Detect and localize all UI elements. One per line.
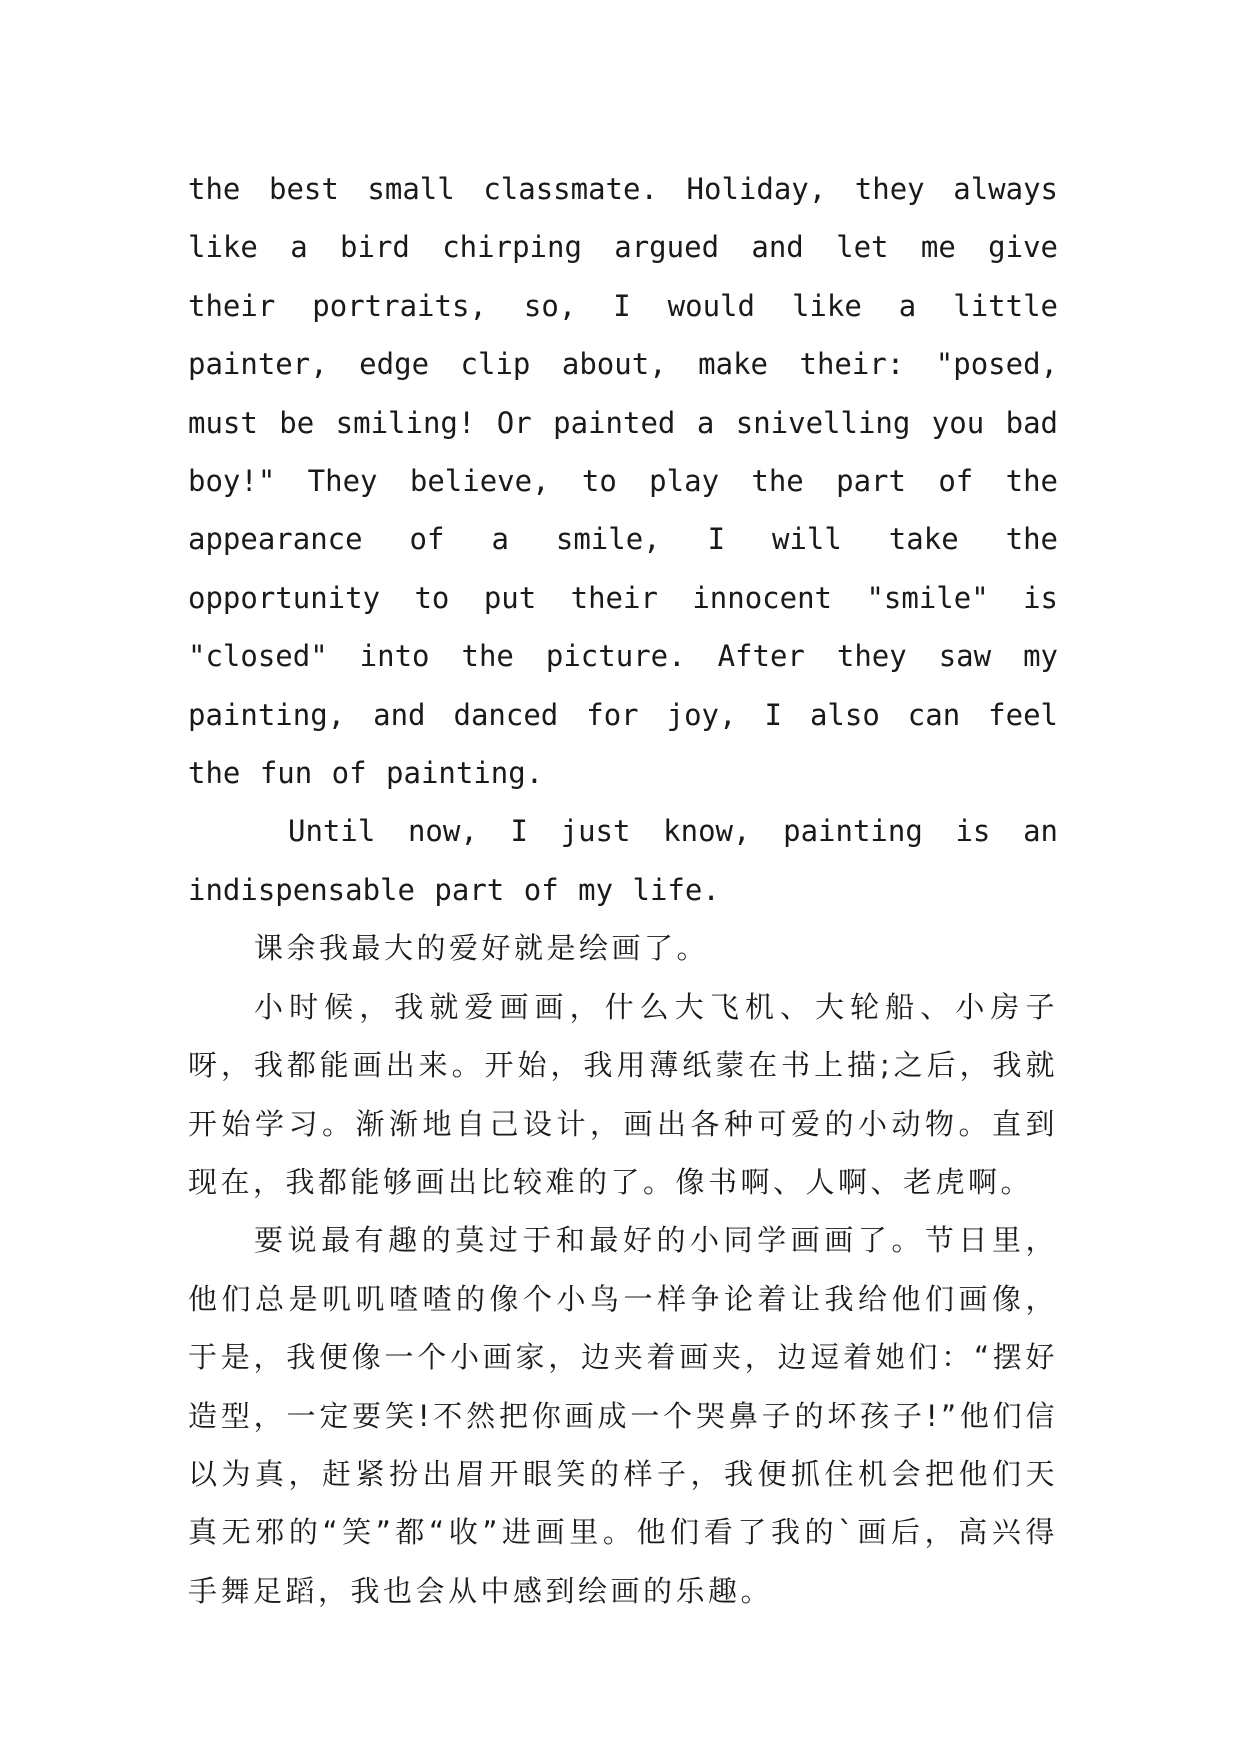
- paragraph-en-1: the best small classmate. Holiday, they always like a bird chirping argued and let me give their portraits, so, I would like a little painter, edge clip about, make their: "posed, must be smiling! Or painted a snivelling you bad boy!" They believe, to play the part of the appearance of a smile, I will take the opportunity to put their innocent "smile" is "closed" into the picture. After they saw my painting, and danced for joy, I also can feel the fun of painting.: [188, 172, 1058, 791]
- document-body: [188, 160, 1058, 1620]
- paragraph-zh-1: 课余我最大的爱好就是绘画了。: [254, 931, 710, 966]
- paragraph-en-2: Until now, I just know, painting is an indispensable part of my life.: [188, 814, 1058, 907]
- paragraph-zh-3: 要说最有趣的莫过于和最好的小同学画画了。节日里，他们总是叽叽喳喳的像个小鸟一样争论着让我给他们画像，于是，我便像一个小画家，边夹着画夹，边逗着她们：“摆好造型，一定要笑!不然把你画成一个哭鼻子的坏孩子!”他们信以为真，赶紧扮出眉开眼笑的样子，我便抓住机会把他们天真无邪的“笑”都“收”进画里。他们看了我的`画后，高兴得手舞足蹈，我也会从中感到绘画的乐趣。: [188, 1223, 1058, 1608]
- paragraph-zh-2: 小时候，我就爱画画，什么大飞机、大轮船、小房子呀，我都能画出来。开始，我用薄纸蒙在书上描;之后，我就开始学习。渐渐地自己设计，画出各种可爱的小动物。直到现在，我都能够画出比较难的了。像书啊、人啊、老虎啊。: [188, 989, 1058, 1199]
